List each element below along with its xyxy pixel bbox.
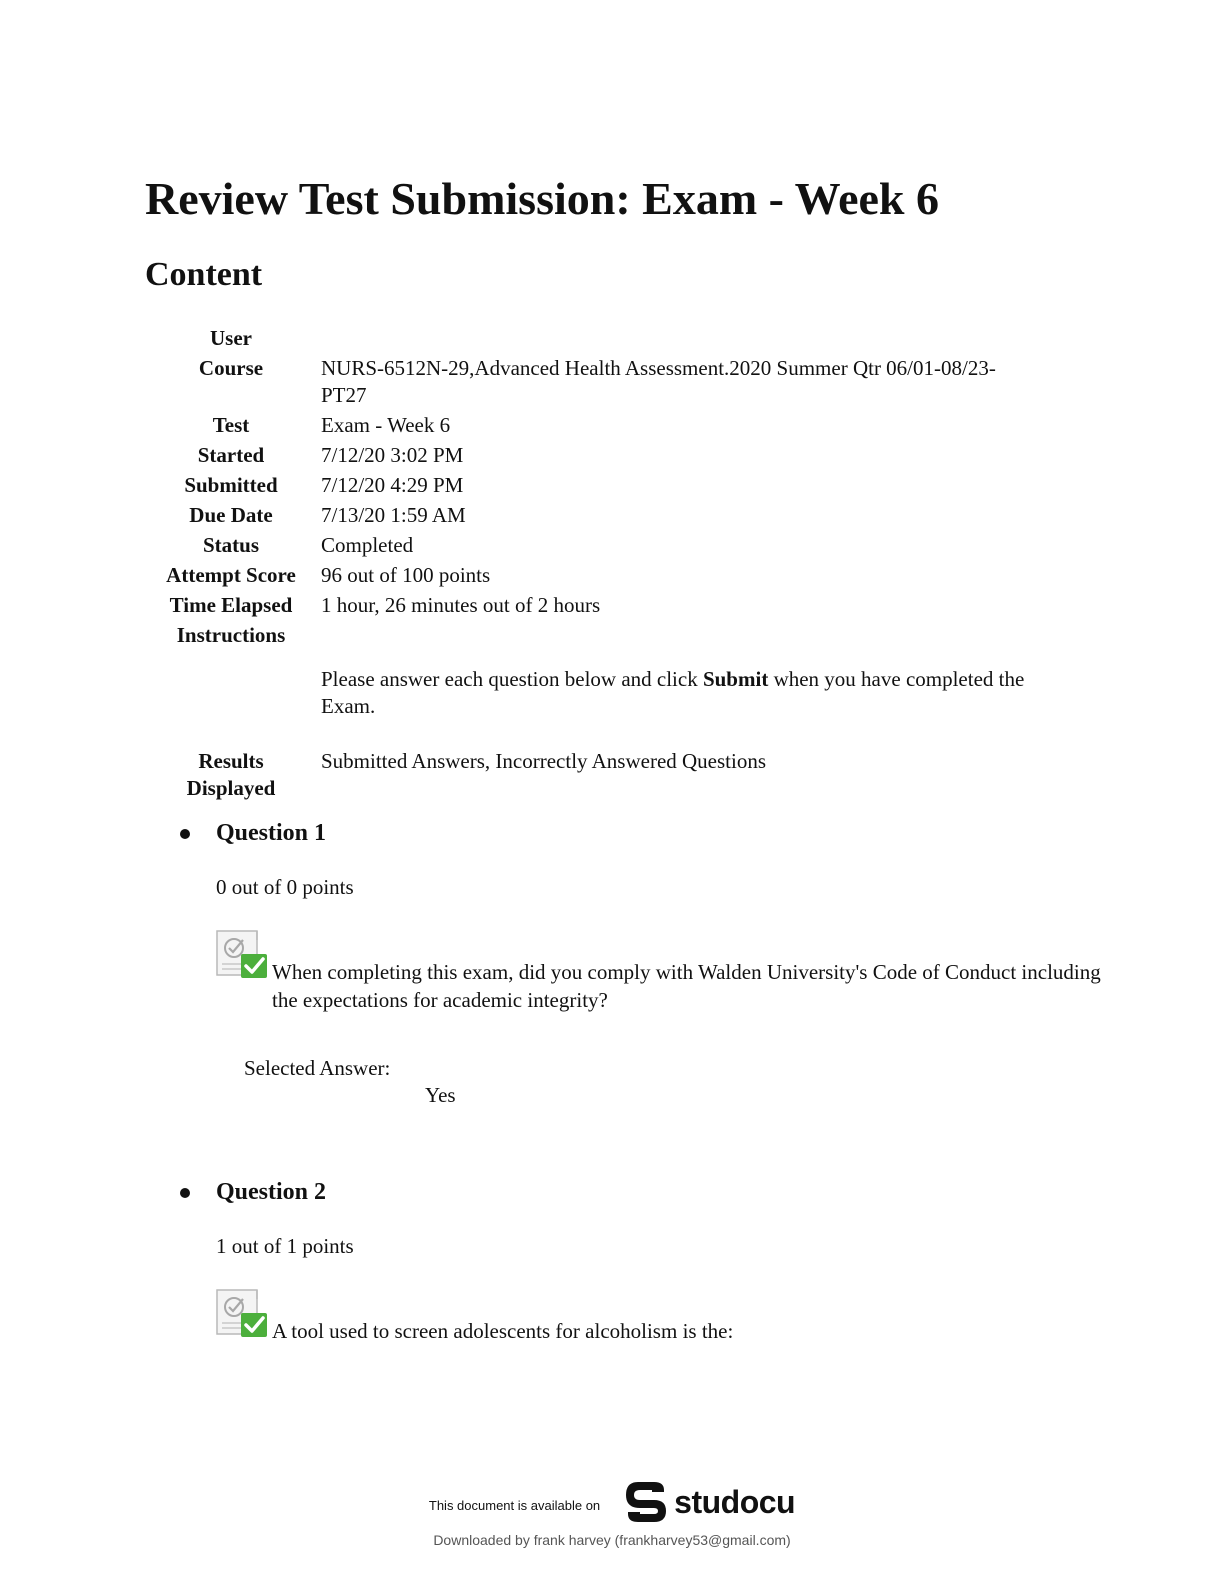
instructions-label: Instructions (176, 623, 286, 647)
question-2-title: Question 2 (216, 1179, 327, 1205)
selected-answer-value: Yes (425, 1083, 456, 1107)
studocu-brand-name: studocu (674, 1483, 796, 1520)
course-row (155, 353, 1041, 410)
due-date-value: 7/13/20 1:59 AM (321, 503, 466, 527)
selected-answer-label: Selected Answer: (244, 1056, 391, 1080)
question-2-body (216, 1289, 1130, 1345)
question-1-points: 0 out of 0 points (216, 875, 354, 899)
user-row (155, 323, 1041, 353)
due-date-row (155, 500, 1041, 530)
results-displayed-row (155, 748, 1041, 802)
question-2-text: A tool used to screen adolescents for alcoholism is the: (272, 1319, 734, 1343)
question-2-points: 1 out of 1 points (216, 1234, 354, 1258)
started-row (155, 440, 1041, 470)
downloaded-by-text: Downloaded by frank harvey (frankharvey53@gmail.com) (433, 1532, 791, 1548)
attempt-score-value: 96 out of 100 points (321, 563, 491, 587)
studocu-logo-icon (624, 1478, 670, 1526)
test-row (155, 410, 1041, 440)
status-label: Status (202, 533, 260, 557)
submitted-value: 7/12/20 4:29 PM (321, 473, 464, 497)
question-1-header (180, 820, 1130, 847)
question-2 (180, 1179, 1130, 1345)
question-1 (180, 820, 1130, 1108)
course-value: NURS-6512N-29,Advanced Health Assessment.2020 Summer Qtr 06/01-08/23-PT27 (321, 356, 996, 407)
instructions-row (155, 650, 1041, 748)
status-value: Completed (321, 533, 414, 557)
due-date-label: Due Date (189, 503, 273, 527)
test-label: Test (212, 413, 250, 437)
bullet-icon (180, 1188, 190, 1198)
time-elapsed-label: Time Elapsed (169, 593, 293, 617)
available-on-text: This document is available on (428, 1497, 601, 1513)
attempt-score-label: Attempt Score (166, 563, 296, 587)
user-value (321, 323, 1041, 353)
submission-details-table (155, 323, 1041, 802)
attempt-score-row (155, 560, 1041, 590)
time-elapsed-row (155, 590, 1041, 620)
correct-answer-icon (216, 930, 268, 980)
question-2-header (180, 1179, 1130, 1206)
started-label: Started (197, 443, 265, 467)
user-label: User (210, 326, 252, 350)
instructions-label-row (155, 620, 1041, 650)
question-1-body (216, 930, 1130, 1014)
started-value: 7/12/20 3:02 PM (321, 443, 464, 467)
submitted-label: Submitted (184, 473, 278, 497)
page-title: Review Test Submission: Exam - Week 6 (145, 173, 940, 224)
section-title: Content (145, 256, 263, 293)
correct-answer-icon (216, 1289, 268, 1339)
time-elapsed-value: 1 hour, 26 minutes out of 2 hours (321, 593, 601, 617)
bullet-icon (180, 829, 190, 839)
question-1-title: Question 1 (216, 820, 327, 846)
results-displayed-value: Submitted Answers, Incorrectly Answered Questions (321, 749, 767, 773)
footer (0, 1478, 1224, 1548)
course-label: Course (198, 356, 264, 380)
status-row (155, 530, 1041, 560)
studocu-link[interactable] (624, 1478, 795, 1526)
results-displayed-label: Results Displayed (186, 749, 276, 800)
question-1-text: When completing this exam, did you comply with Walden University's Code of Conduct including the expectations for academic integrity? (272, 960, 1101, 1012)
submit-keyword: Submit (702, 667, 769, 691)
instructions-text: Please answer each question below and click Submit when you have completed the Exam. (321, 667, 1025, 718)
submitted-row (155, 470, 1041, 500)
test-value: Exam - Week 6 (321, 413, 451, 437)
